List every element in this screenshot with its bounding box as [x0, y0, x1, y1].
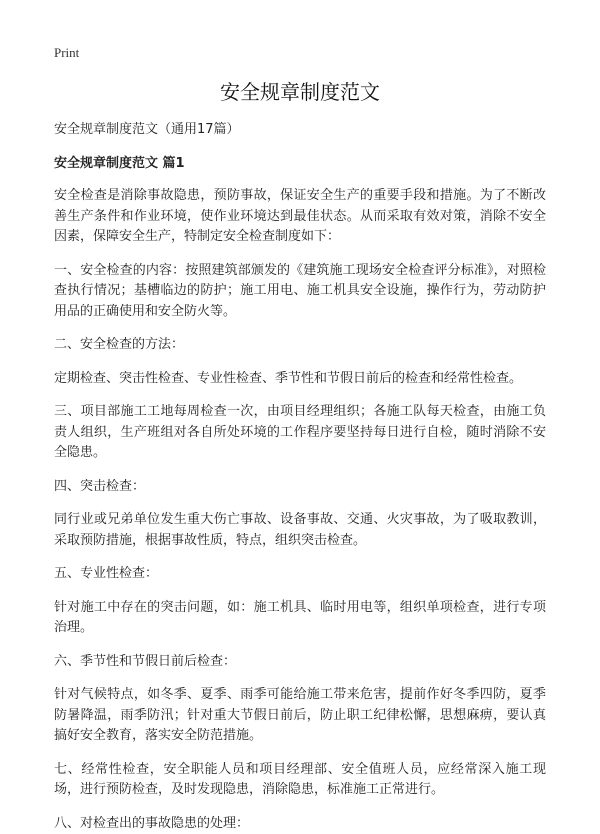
paragraph-2-method: 二、安全检查的方法：	[54, 335, 546, 356]
paragraph-sudden-detail: 同行业或兄弟单位发生重大伤亡事故、设备事故、交通、火灾事故，为了吸取教训，采取预防措施，根据事故性质，特点，组织突击检查。	[54, 510, 546, 551]
paragraph-check-types: 定期检查、突击性检查、专业性检查、季节性和节假日前后的检查和经常性检查。	[54, 369, 546, 390]
print-label[interactable]: Print	[54, 44, 546, 62]
paragraph-4-sudden: 四、突击检查：	[54, 477, 546, 498]
paragraph-3-weekly: 三、项目部施工工地每周检查一次，由项目经理组织；各施工队每天检查，由施工负责人组织，生产班组对各自所处环境的工作程序要坚持每日进行自检，随时消除不安全隐患。	[54, 402, 546, 464]
paragraph-special-detail: 针对施工中存在的突击问题，如：施工机具、临时用电等，组织单项检查，进行专项治理。	[54, 598, 546, 639]
document-title: 安全规章制度范文	[54, 78, 546, 106]
section-heading: 安全规章制度范文 篇1	[54, 154, 546, 174]
paragraph-5-special: 五、专业性检查：	[54, 564, 546, 585]
paragraph-8-hazard: 八、对检查出的事故隐患的处理：	[54, 814, 546, 834]
paragraph-7-regular: 七、经常性检查，安全职能人员和项目经理部、安全值班人员，应经常深入施工现场，进行预防检查，及时发现隐患，消除隐患，标准施工正常进行。	[54, 760, 546, 801]
paragraph-6-seasonal: 六、季节性和节假日前后检查：	[54, 652, 546, 673]
document-subtitle: 安全规章制度范文（通用17篇）	[54, 120, 546, 140]
paragraph-intro: 安全检查是消除事故隐患，预防事故，保证安全生产的重要手段和措施。为了不断改善生产条件和作业环境，使作业环境达到最佳状态。从而采取有效对策，消除不安全因素，保障安全生产，特制定安全检查制度如下：	[54, 186, 546, 248]
paragraph-1-content: 一、安全检查的内容：按照建筑部颁发的《建筑施工现场安全检查评分标准》，对照检查执行情况；基槽临边的防护；施工用电、施工机具安全设施，操作行为，劳动防护用品的正确使用和安全防火等。	[54, 261, 546, 323]
paragraph-seasonal-detail: 针对气候特点，如冬季、夏季、雨季可能给施工带来危害，提前作好冬季四防，夏季防暑降温，雨季防汛；针对重大节假日前后，防止职工纪律松懈，思想麻痹，要认真搞好安全教育，落实安全防范措施。	[54, 685, 546, 747]
